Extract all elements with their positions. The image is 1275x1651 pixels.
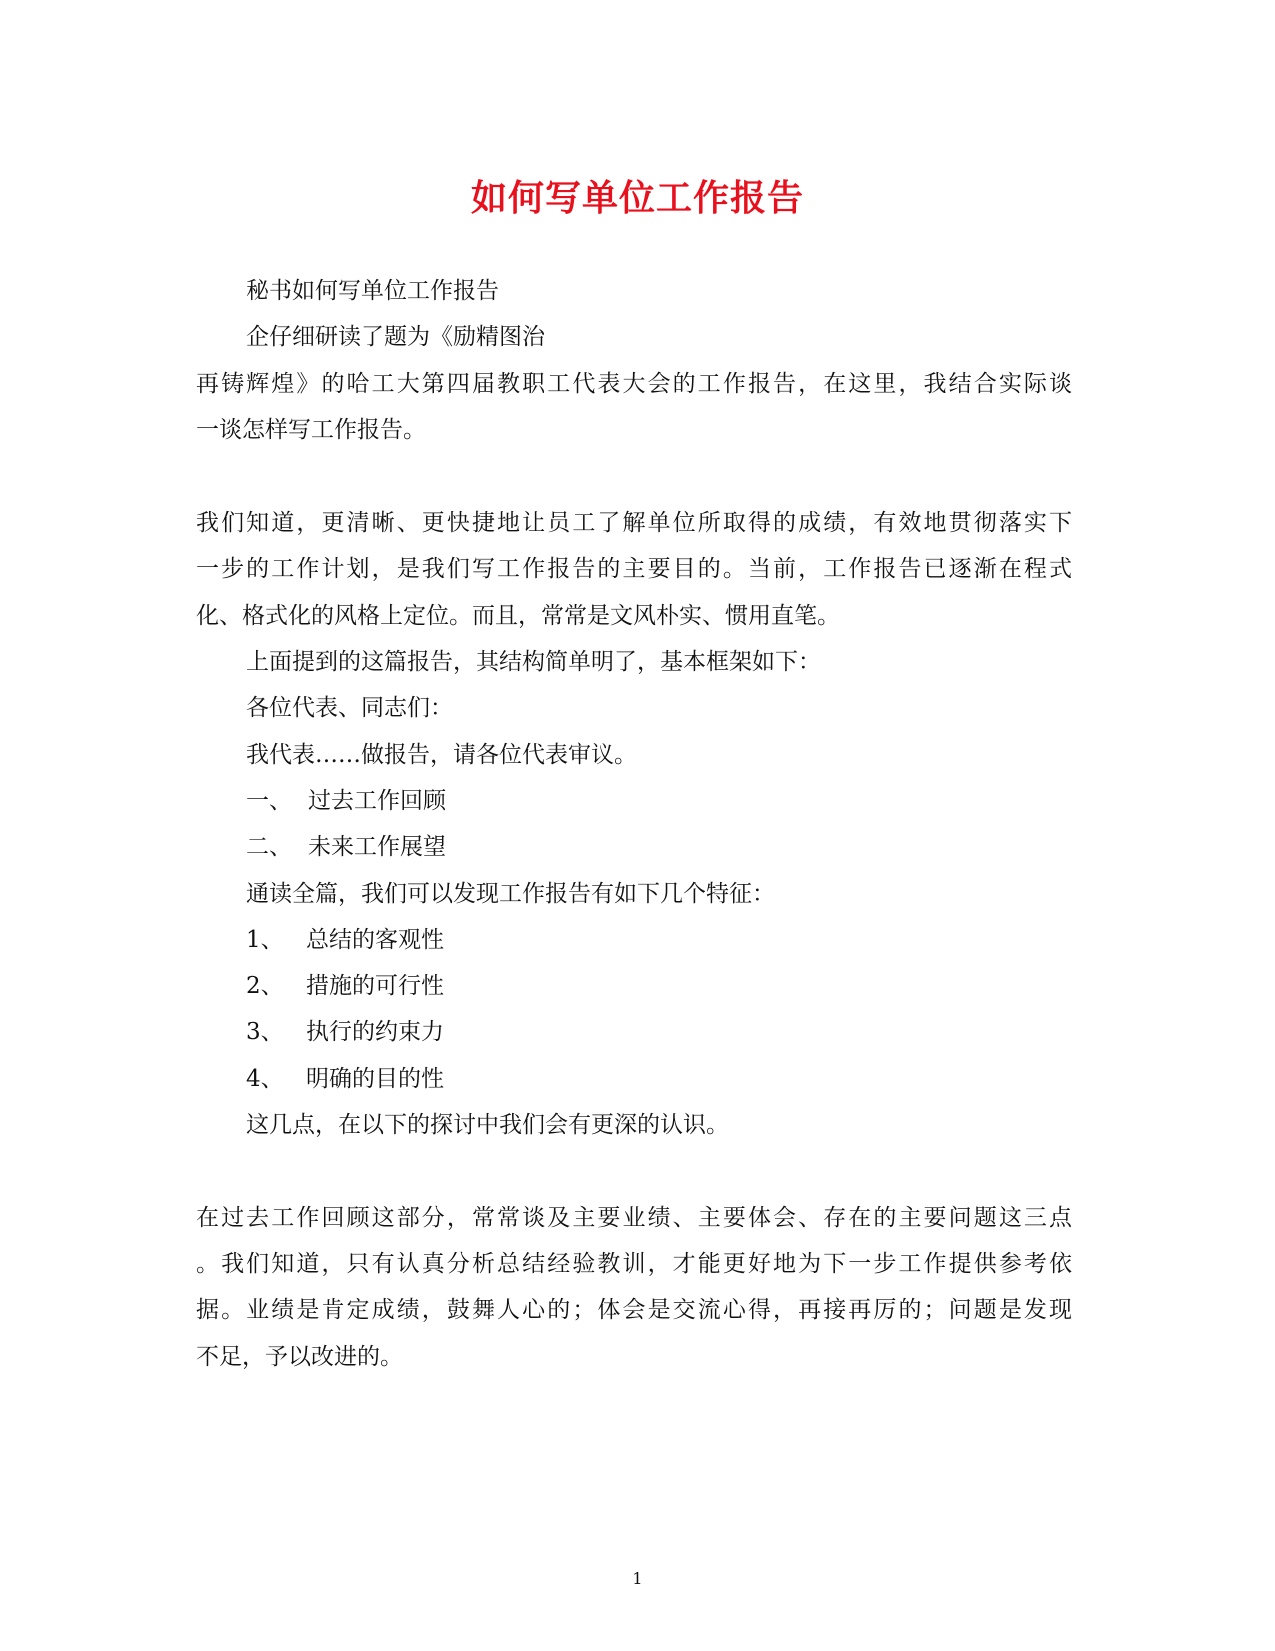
feature-item-text: 明确的目的性 [306, 1066, 444, 1092]
features-outro: 这几点，在以下的探讨中我们会有更深的认识。 [246, 1112, 729, 1138]
features-intro: 通读全篇，我们可以发现工作报告有如下几个特征： [246, 881, 775, 907]
framework-item-number: 二、 [246, 834, 292, 860]
paragraph-line: 我们知道，更清晰、更快捷地让员工了解单位所取得的成绩，有效地贯彻落实下 [196, 510, 1072, 536]
feature-item [246, 1017, 444, 1047]
subtitle-line: 秘书如何写单位工作报告 [246, 278, 499, 304]
feature-item-text: 执行的约束力 [306, 1019, 444, 1045]
framework-item-text: 过去工作回顾 [308, 788, 446, 814]
framework-item-text: 未来工作展望 [308, 834, 446, 860]
feature-item [246, 925, 444, 955]
intro-line: 一谈怎样写工作报告。 [196, 417, 426, 443]
feature-item-number: 4、 [246, 1066, 284, 1092]
document-title: 如何写单位工作报告 [470, 177, 804, 219]
feature-item-text: 措施的可行性 [306, 973, 444, 999]
feature-item [246, 1064, 444, 1094]
paragraph-line: 上面提到的这篇报告，其结构简单明了，基本框架如下： [246, 649, 821, 675]
intro-line: 再铸辉煌》的哈工大第四届教职工代表大会的工作报告，在这里，我结合实际谈 [196, 371, 1072, 397]
feature-item-number: 3、 [246, 1019, 284, 1045]
feature-item [246, 971, 444, 1001]
review-line: 据。业绩是肯定成绩，鼓舞人心的；体会是交流心得，再接再厉的；问题是发现 [196, 1297, 1072, 1323]
review-line: 在过去工作回顾这部分，常常谈及主要业绩、主要体会、存在的主要问题这三点 [196, 1205, 1072, 1231]
paragraph-line: 一步的工作计划，是我们写工作报告的主要目的。当前，工作报告已逐渐在程式 [196, 556, 1072, 582]
paragraph-line: 我代表……做报告，请各位代表审议。 [246, 742, 637, 768]
feature-item-number: 2、 [246, 973, 284, 999]
framework-item [246, 786, 446, 816]
feature-item-text: 总结的客观性 [306, 927, 444, 953]
framework-item [246, 832, 446, 862]
feature-item-number: 1、 [246, 927, 284, 953]
framework-item-number: 一、 [246, 788, 292, 814]
intro-line: 企仔细研读了题为《励精图治 [246, 324, 545, 350]
review-line: 不足，予以改进的。 [196, 1344, 403, 1370]
paragraph-line: 各位代表、同志们： [246, 695, 453, 721]
page-number: 1 [632, 1569, 643, 1588]
paragraph-line: 化、格式化的风格上定位。而且，常常是文风朴实、惯用直笔。 [196, 603, 840, 629]
review-line: 。我们知道，只有认真分析总结经验教训，才能更好地为下一步工作提供参考依 [196, 1251, 1072, 1277]
